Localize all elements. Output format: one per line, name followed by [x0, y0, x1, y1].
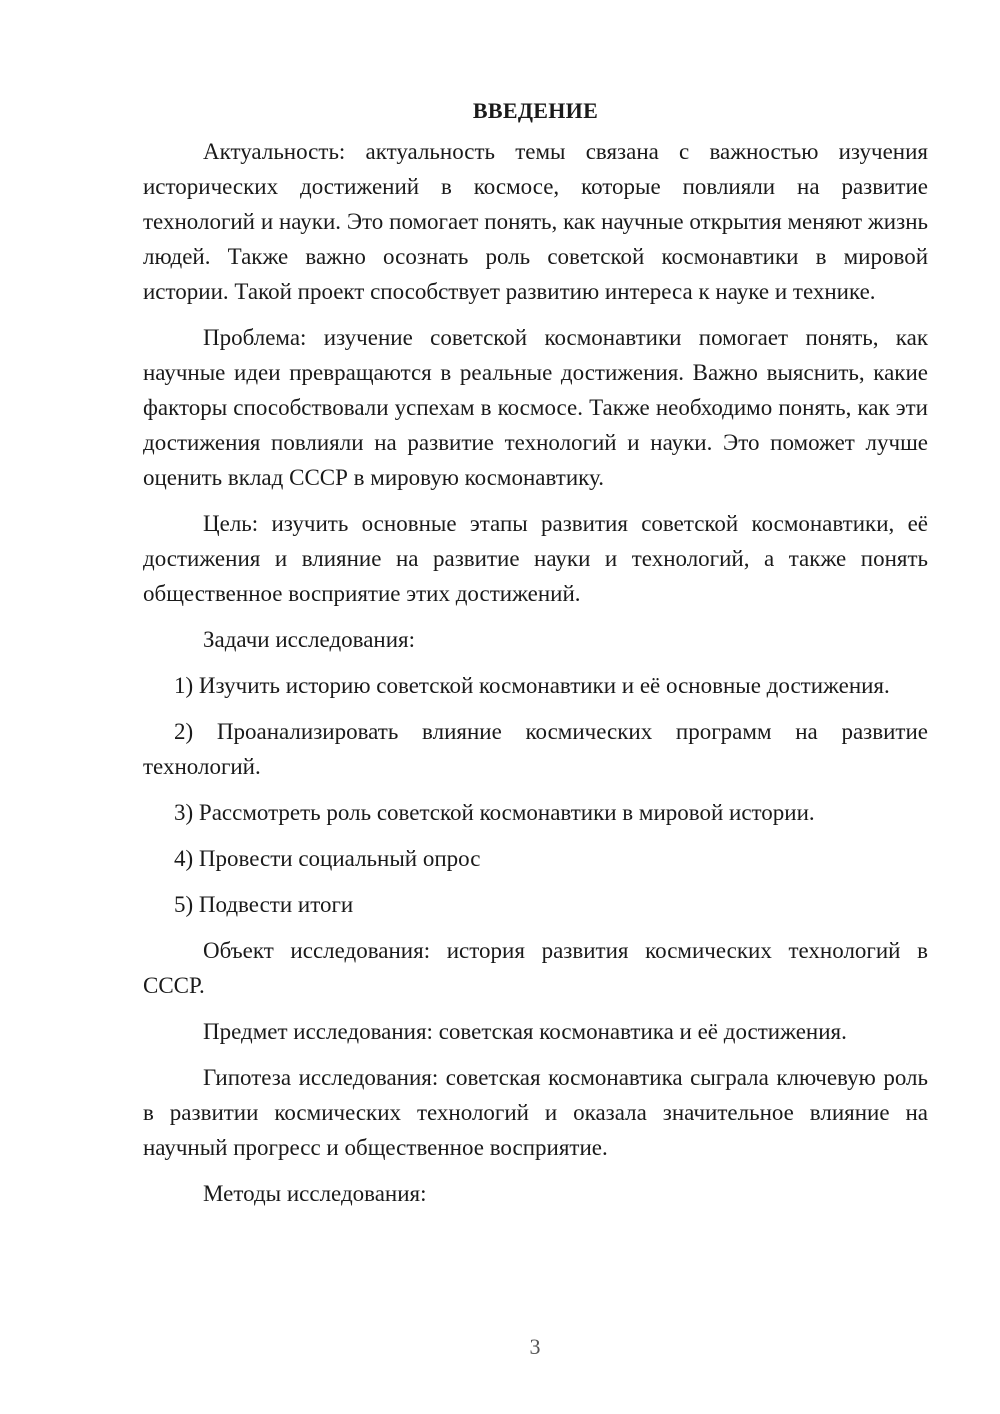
list-item: 4) Провести социальный опрос	[174, 846, 481, 871]
paragraph-hypothesis: Гипотеза исследования: советская космонавтика сыграла ключевую роль в развитии космических технологий и оказала значительное влияние на научный прогресс и общественное восприятие.	[143, 1065, 928, 1160]
list-item: 1) Изучить историю советской космонавтики и её основные достижения.	[174, 673, 890, 698]
list-item: 3) Рассмотреть роль советской космонавтики в мировой истории.	[174, 800, 815, 825]
list-item: 5) Подвести итоги	[174, 892, 354, 917]
paragraph-relevance: Актуальность: актуальность темы связана с важностью изучения исторических достижений в космосе, которые повлияли на развитие технологий и науки. Это помогает понять, как научные открытия меняют жизнь людей. Также важно осознать роль советской космонавтики в мировой истории. Такой проект способствует развитию интереса к науке и технике.	[143, 139, 928, 304]
paragraph-methods: Методы исследования:	[203, 1181, 427, 1206]
list-item: 2) Проанализировать влияние космических программ на развитие технологий.	[143, 719, 928, 779]
page-number: 3	[529, 1334, 541, 1359]
paragraph-subject: Предмет исследования: советская космонавтика и её достижения.	[203, 1019, 847, 1044]
tasks-list	[143, 668, 928, 922]
paragraph-object: Объект исследования: история развития космических технологий в СССР.	[143, 938, 928, 998]
paragraph-tasks-heading: Задачи исследования:	[203, 627, 416, 652]
paragraph-problem: Проблема: изучение советской космонавтики помогает понять, как научные идеи превращаются в реальные достижения. Важно выяснить, какие факторы способствовали успехам в космосе. Также необходимо понять, как эти достижения повлияли на развитие технологий и науки. Это поможет лучше оценить вклад СССР в мировую космонавтику.	[143, 325, 928, 490]
page-content	[143, 93, 928, 1211]
page-title: ВВЕДЕНИЕ	[472, 98, 599, 123]
paragraph-goal: Цель: изучить основные этапы развития советской космонавтики, её достижения и влияние на развитие науки и технологий, а также понять общественное восприятие этих достижений.	[143, 511, 928, 606]
